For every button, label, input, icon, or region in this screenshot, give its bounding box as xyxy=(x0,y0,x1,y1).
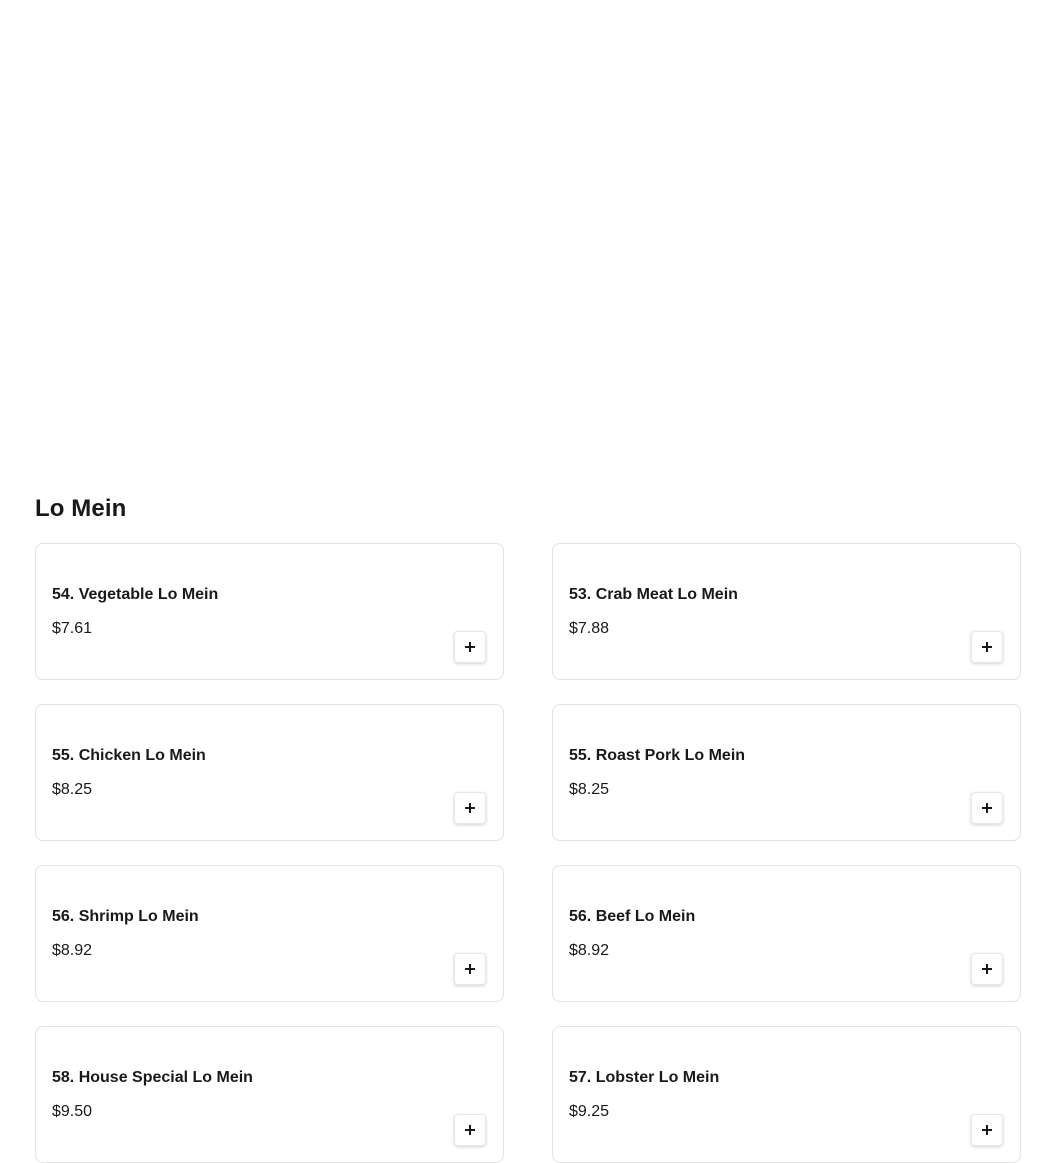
menu-item-card[interactable] xyxy=(552,865,1021,1002)
menu-item-card[interactable] xyxy=(35,704,504,841)
add-to-cart-button[interactable] xyxy=(971,1114,1003,1146)
menu-item-name: 56. Beef Lo Mein xyxy=(569,908,696,925)
menu-item-card[interactable] xyxy=(35,865,504,1002)
menu-item-name: 57. Lobster Lo Mein xyxy=(569,1069,720,1086)
add-to-cart-button[interactable] xyxy=(454,953,486,985)
add-to-cart-button[interactable] xyxy=(971,631,1003,663)
menu-item-card[interactable] xyxy=(552,704,1021,841)
top-blank-area xyxy=(0,0,1050,486)
add-to-cart-button[interactable] xyxy=(971,953,1003,985)
plus-icon xyxy=(465,642,475,652)
menu-item-grid xyxy=(35,543,1021,1163)
plus-icon xyxy=(982,964,992,974)
plus-icon xyxy=(465,964,475,974)
menu-item-name: 56. Shrimp Lo Mein xyxy=(52,908,199,925)
plus-icon xyxy=(982,642,992,652)
plus-icon xyxy=(465,1125,475,1135)
menu-section-lo-mein xyxy=(35,486,1021,1120)
menu-item-price: $8.92 xyxy=(52,942,93,959)
menu-item-price: $8.25 xyxy=(52,781,93,798)
plus-icon xyxy=(982,803,992,813)
menu-item-card[interactable] xyxy=(552,1026,1021,1163)
menu-item-price: $9.50 xyxy=(52,1103,93,1120)
menu-item-price: $8.25 xyxy=(569,781,610,798)
menu-item-price: $7.61 xyxy=(52,620,93,637)
menu-item-name: 55. Chicken Lo Mein xyxy=(52,747,206,764)
menu-item-name: 55. Roast Pork Lo Mein xyxy=(569,747,746,764)
menu-item-card[interactable] xyxy=(552,543,1021,680)
add-to-cart-button[interactable] xyxy=(454,631,486,663)
add-to-cart-button[interactable] xyxy=(454,792,486,824)
plus-icon xyxy=(465,803,475,813)
section-title: Lo Mein xyxy=(35,495,127,522)
menu-item-price: $8.92 xyxy=(569,942,610,959)
add-to-cart-button[interactable] xyxy=(971,792,1003,824)
add-to-cart-button[interactable] xyxy=(454,1114,486,1146)
menu-item-name: 53. Crab Meat Lo Mein xyxy=(569,586,738,603)
menu-item-card[interactable] xyxy=(35,1026,504,1163)
menu-item-price: $7.88 xyxy=(569,620,610,637)
menu-item-card[interactable] xyxy=(35,543,504,680)
plus-icon xyxy=(982,1125,992,1135)
menu-item-name: 58. House Special Lo Mein xyxy=(52,1069,253,1086)
menu-item-price: $9.25 xyxy=(569,1103,610,1120)
menu-item-name: 54. Vegetable Lo Mein xyxy=(52,586,219,603)
